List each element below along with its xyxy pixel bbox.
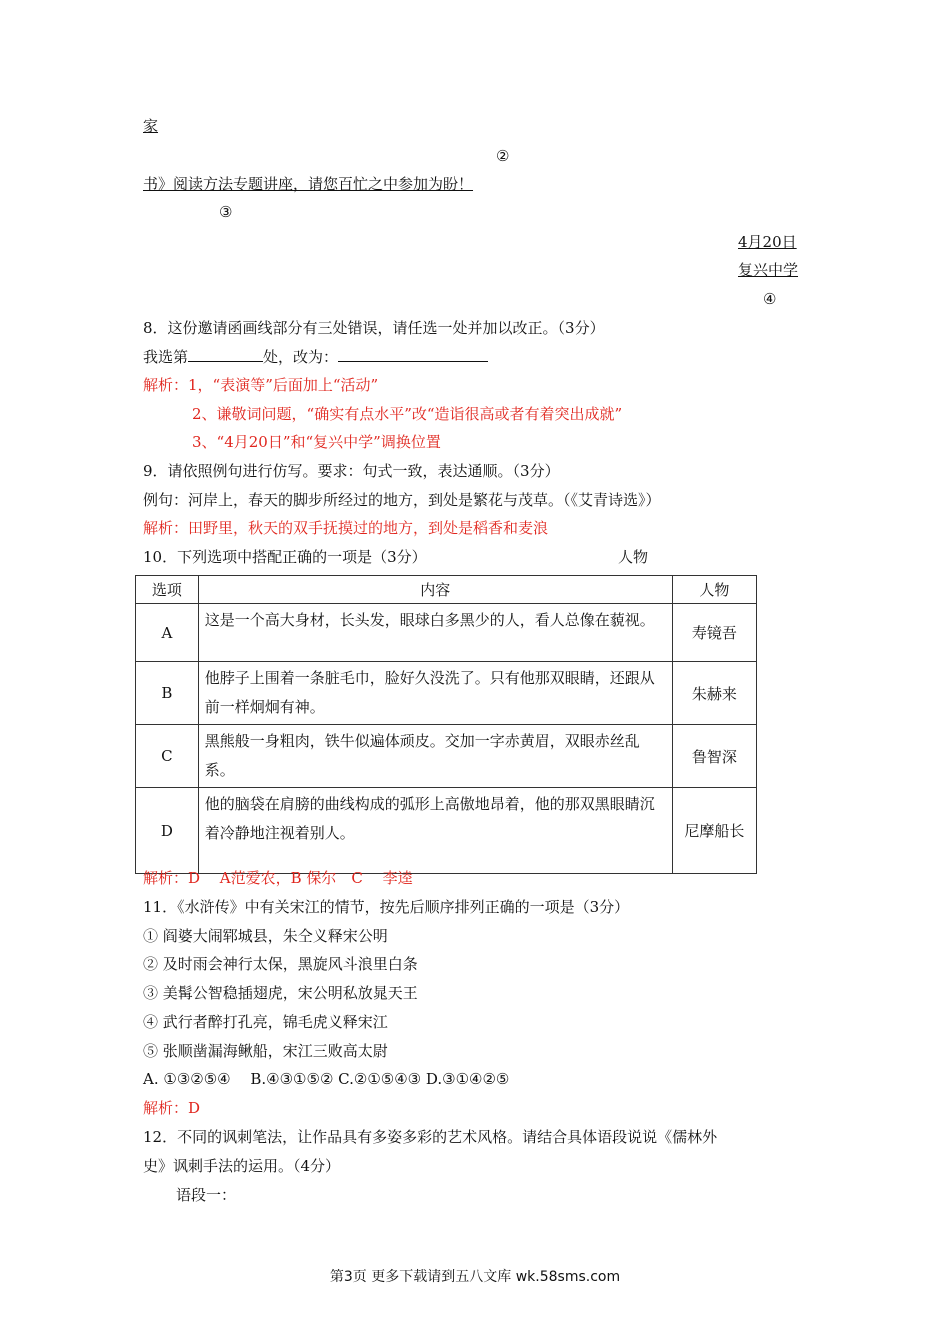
invitation-date: 4月20日 (738, 233, 797, 251)
row-person: 鲁智深 (672, 725, 756, 788)
page-footer: 第3页 更多下载请到五八文库 wk.58sms.com (329, 1269, 621, 1285)
q8-answer-prefix: 我选第 (143, 348, 189, 366)
row-option: D (136, 788, 199, 874)
table-row (136, 788, 757, 874)
row-person: 朱赫来 (672, 662, 756, 725)
q11-question: 11．《水浒传》中有关宋江的情节，按先后顺序排列正确的一项是（3分） (143, 898, 630, 916)
header-option: 选项 (136, 576, 199, 604)
row-content: 黑熊般一身粗肉，铁牛似遍体顽皮。交加一字赤黄眉，双眼赤丝乱系。 (198, 725, 672, 788)
invitation-line-2: 书》阅读方法专题讲座，请您百忙之中参加为盼！ (143, 175, 474, 193)
options-table (135, 575, 757, 874)
q12-question-line-2: 史》讽刺手法的运用。（4分） (143, 1157, 341, 1175)
table-row (136, 604, 757, 662)
row-option: A (136, 604, 199, 662)
row-person: 尼摩船长 (672, 788, 756, 874)
q8-question: 8．这份邀请函画线部分有三处错误，请任选一处并加以改正。（3分） (143, 319, 605, 337)
mark-2: ② (496, 147, 510, 165)
q11-item-2: ② 及时雨会神行太保，黑旋风斗浪里白条 (143, 955, 418, 973)
q9-analysis: 解析：田野里，秋天的双手抚摸过的地方，到处是稻香和麦浪 (143, 519, 549, 537)
q8-answer-mid: 处，改为： (263, 348, 339, 366)
q10-analysis: 解析：D A范爱农，B 保尔 C 李逵 (143, 869, 413, 887)
q9-question: 9．请依照例句进行仿写。要求：句式一致，表达通顺。（3分） (143, 462, 560, 480)
q12-question-line-1: 12．不同的讽刺笔法，让作品具有多姿多彩的艺术风格。请结合具体语段说说《儒林外 (143, 1128, 718, 1146)
q8-blank-2[interactable] (338, 346, 488, 362)
q8-analysis-3: 3、“4月20日”和“复兴中学”调换位置 (192, 433, 441, 451)
q11-item-4: ④ 武行者醉打孔亮，锦毛虎义释宋江 (143, 1013, 388, 1031)
q8-analysis-2: 2、谦敬词问题，“确实有点水平”改“造诣很高或者有着突出成就” (192, 405, 623, 423)
invitation-school: 复兴中学 (738, 261, 799, 279)
row-person: 寿镜吾 (672, 604, 756, 662)
q10-question: 10．下列选项中搭配正确的一项是（3分） (143, 548, 427, 566)
q11-item-3: ③ 美髯公智稳插翅虎，宋公明私放晁天王 (143, 984, 418, 1002)
table-header-row (136, 576, 757, 604)
table-row (136, 725, 757, 788)
q8-blank-1[interactable] (188, 346, 263, 362)
mark-3: ③ (219, 203, 233, 221)
row-content: 这是一个高大身材，长头发，眼球白多黑少的人，看人总像在藐视。 (198, 604, 672, 662)
mark-4: ④ (763, 290, 777, 308)
header-person: 人物 (672, 576, 756, 604)
invitation-line-1: 家 (143, 117, 159, 135)
q11-item-1: ① 阎婆大闹郓城县，朱仝义释宋公明 (143, 927, 388, 945)
q11-options: A. ①③②⑤④ B.④③①⑤② C.②①⑤④③ D.③①④②⑤ (143, 1070, 510, 1088)
row-option: C (136, 725, 199, 788)
header-content: 内容 (198, 576, 672, 604)
table-row (136, 662, 757, 725)
row-option: B (136, 662, 199, 725)
q12-sub-label: 语段一： (176, 1186, 237, 1204)
q8-answer-line (143, 346, 488, 367)
q10-stray-label: 人物 (618, 548, 649, 566)
row-content: 他脖子上围着一条脏毛巾，脸好久没洗了。只有他那双眼睛，还跟从前一样炯炯有神。 (198, 662, 672, 725)
q11-analysis: 解析：D (143, 1099, 201, 1117)
row-content: 他的脑袋在肩膀的曲线构成的弧形上高傲地昂着，他的那双黑眼睛沉着冷静地注视着别人。 (198, 788, 672, 874)
q9-example: 例句：河岸上，春天的脚步所经过的地方，到处是繁花与茂草。（《艾青诗选》） (143, 491, 661, 509)
q8-analysis-1: 解析：1，“表演等”后面加上“活动” (143, 376, 379, 394)
q11-item-5: ⑤ 张顺凿漏海鳅船，宋江三败高太尉 (143, 1042, 388, 1060)
